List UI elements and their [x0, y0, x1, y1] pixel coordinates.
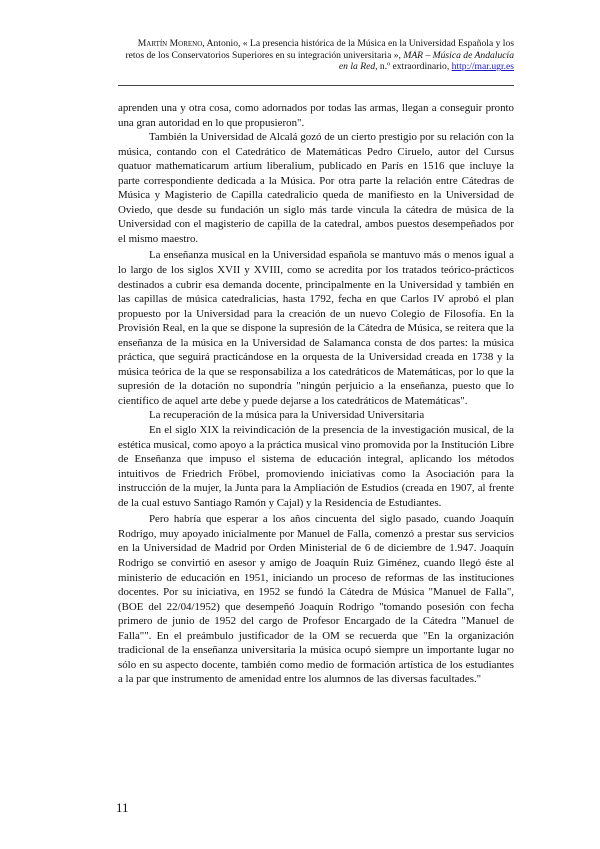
paragraph-4: En el siglo XIX la reivindicación de la presencia de la investigación musical, de la estética musical, como apoyo a la práctica musical vino promovida por la Institución Libre de Enseñanza que impuso el sistema de educación integral, aplicando los métodos intuitivos de Friedrich Fröbel, promoviendo iniciativas como la Asociación para la instrucción de la mujer, la Junta para la Ampliación de Estudios (creada en 1907, al frente de la cual estuvo Santiago Ramón y Cajal) y la Residencia de Estudiantes.	[118, 424, 514, 509]
header-journal: MAR – Música de Andalucía en la Red	[338, 49, 514, 73]
paragraph-2: También la Universidad de Alcalá gozó de un cierto prestigio por su relación con la música, contando con el Catedrático de Matemáticas Pedro Ciruelo, autor del Cursus quatuor mathematicarum artium liberalium, publicado en París en 1516 que incluye la parte correspondiente dedicada a la Música. Por otra parte la relación entre Cátedras de Música y Magisterio de Capilla catedralicio queda de manifiesto en la Universidad de Oviedo, que desde su fundación un siglo más tarde vincula la cátedra de música de la Universidad con el magisterio de capilla de la catedral, ambos puestos desempeñados por el mismo maestro.	[118, 131, 514, 245]
running-header	[118, 38, 514, 73]
page-number: 11	[116, 800, 129, 815]
header-url-link[interactable]: http://mar.ugr.es	[451, 61, 514, 73]
paragraph-3: La enseñanza musical en la Universidad española se mantuvo más o menos igual a lo largo de los siglos XVII y XVIII, como se acredita por los tratados teórico-prácticos destinados a cubrir esa demanda docente, principalmente en la Universidad y también en las capillas de música catedralicias, hasta 1792, fecha en que Carlos IV aprobó el plan propuesto por la Universidad para la creación de un nuevo Colegio de Filosofía. En la Provisión Real, en la que se dispone la supresión de la Cátedra de Música, se reitera que la enseñanza de la música en la Universidad de Salamanca consta de dos partes: la música práctica, que seguirá practicándose en la orquesta de la Universidad creada en 1738 y la música teórica de la que se responsabiliza a los catedráticos de Matemáticas, por lo que la supresión de la dotación no supondría "ningún perjuicio a la enseñanza, puesto que lo científico de aquel arte debe y puede dejarse a los catedráticos de Matemáticas".	[118, 249, 514, 407]
paragraph-1: aprenden una y otra cosa, como adornados por todas las armas, llegan a conseguir pronto una gran autoridad en lo que propusieron".	[118, 102, 514, 129]
header-divider	[118, 85, 514, 86]
header-author: Martín Moreno	[137, 38, 203, 49]
section-heading: La recuperación de la música para la Universidad Universitaria	[149, 409, 425, 422]
header-issue: , n.º extraordinario,	[375, 61, 452, 73]
page-body	[118, 101, 514, 687]
paragraph-5: Pero habría que esperar a los años cincuenta del siglo pasado, cuando Joaquín Rodrigo, muy apoyado inicialmente por Manuel de Falla, comenzó a prestar sus servicios en la Universidad de Madrid por Orden Ministerial de 6 de diciembre de 1.947. Joaquín Rodrigo se convirtió en asesor y amigo de Joaquín Ruiz Giménez, cuando llegó éste al ministerio de educación en 1951, iniciando un proceso de reformas de las instituciones docentes. Por su iniciativa, en 1952 se fundó la Cátedra de Música "Manuel de Falla", (BOE del 22/04/1952) que desempeñó Joaquín Rodrigo "tomando posesión con fecha primero de junio de 1952 del cargo de Profesor Encargado de la Cátedra "Manuel de Falla"". En el preámbulo justificador de la OM se recuerda que "En la organización tradicional de la enseñanza universitaria la música ocupó siempre un importante lugar no sólo en su aspecto docente, también como medio de formación artística de los estudiantes a la par que instrumento de amenidad entre los alumnos de las diversas facultades."	[118, 513, 514, 686]
header-citation: , Antonio, « La presencia histórica de la Música en la Universidad Española y los retos de los Conservatorios Superiores en su integración universitaria »,	[125, 38, 514, 61]
